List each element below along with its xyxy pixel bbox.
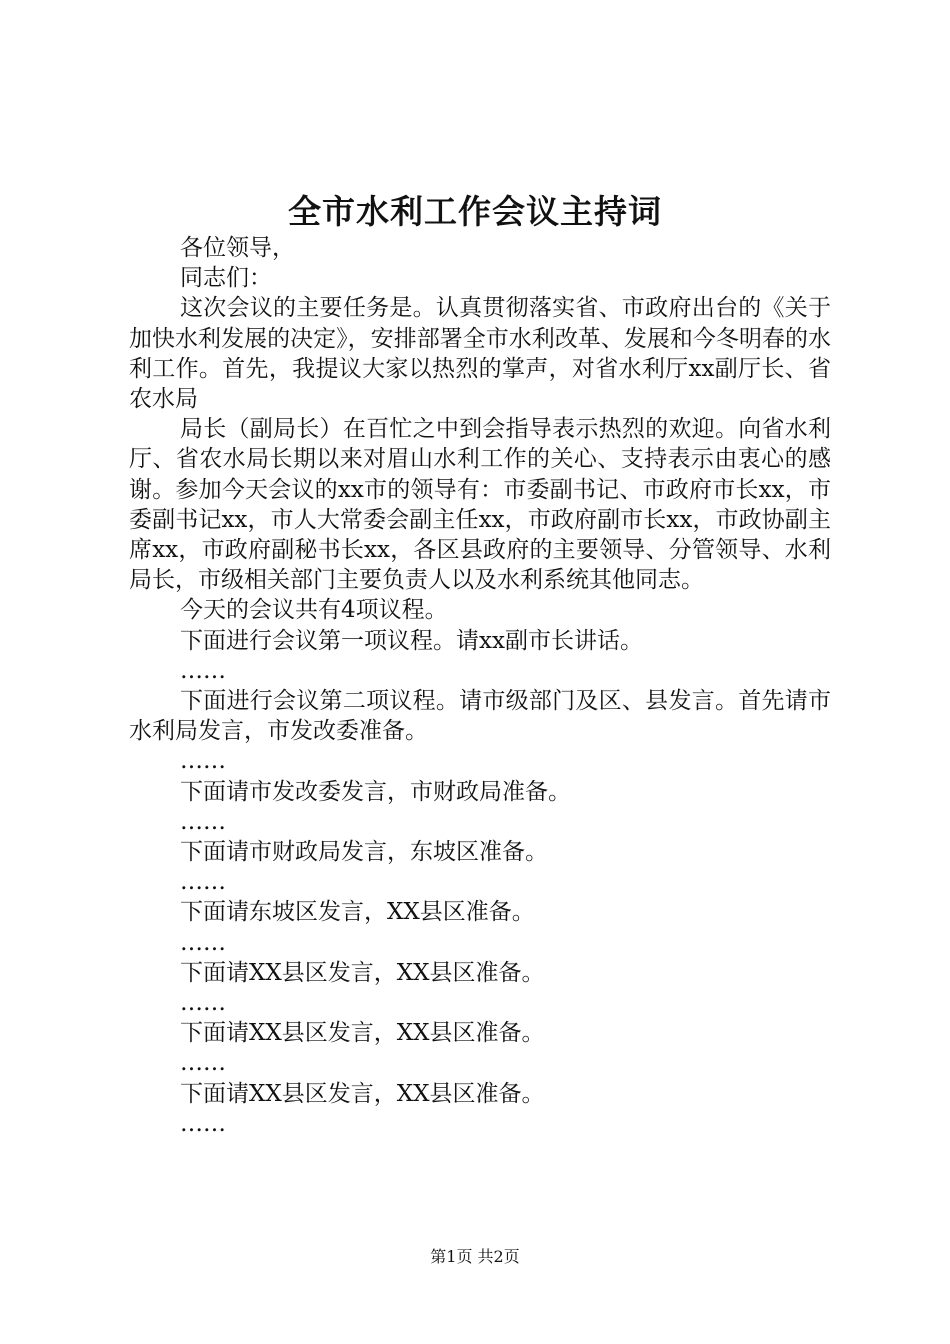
paragraph: 下面请东坡区发言，XX县区准备。 (180, 899, 535, 926)
paragraph: 下面请市财政局发言，东坡区准备。 (180, 839, 548, 866)
paragraph: 下面请XX县区发言，XX县区准备。 (180, 1020, 545, 1047)
document-body (129, 233, 831, 1139)
ellipsis-line: …… (180, 748, 226, 775)
ellipsis-line: …… (180, 1110, 226, 1137)
page-title: 全市水利工作会议主持词 (288, 192, 662, 231)
ellipsis-line: …… (180, 808, 226, 835)
paragraph: 下面请XX县区发言，XX县区准备。 (180, 1080, 545, 1107)
ellipsis-line: …… (180, 657, 226, 684)
paragraph: 下面进行会议第一项议程。请xx副市长讲话。 (180, 627, 643, 654)
paragraph: 下面进行会议第二项议程。请市级部门及区、县发言。首先请市水利局发言，市发改委准备。 (129, 688, 831, 745)
paragraph: 这次会议的主要任务是。认真贯彻落实省、市政府出台的《关于加快水利发展的决定》，安排部署全市水利改革、发展和今冬明春的水利工作。首先，我提议大家以热烈的掌声，对省水利厅xx副厅长、省农水局 (129, 295, 831, 413)
page-number-footer: 第1页 共2页 (430, 1247, 520, 1266)
ellipsis-line: …… (180, 869, 226, 896)
paragraph: 今天的会议共有4项议程。 (180, 597, 448, 624)
paragraph: 下面请XX县区发言，XX县区准备。 (180, 959, 545, 986)
ellipsis-line: …… (180, 990, 226, 1017)
paragraph: 局长（副局长）在百忙之中到会指导表示热烈的欢迎。向省水利厅、省农水局长期以来对眉山水利工作的关心、支持表示由衷心的感谢。参加今天会议的xx市的领导有：市委副书记、市政府市长xx，市委副书记xx，市人大常委会副主任xx，市政府副市长xx，市政协副主席xx，市政府副秘书长xx，各区县政府的主要领导、分管领导、水利局长，市级相关部门主要负责人以及水利系统其他同志。 (129, 416, 831, 594)
paragraph: 下面请市发改委发言，市财政局准备。 (180, 778, 571, 805)
ellipsis-line: …… (180, 1050, 226, 1077)
greeting-line: 各位领导， (180, 235, 295, 261)
ellipsis-line: …… (180, 929, 226, 956)
greeting-line: 同志们： (180, 265, 272, 292)
